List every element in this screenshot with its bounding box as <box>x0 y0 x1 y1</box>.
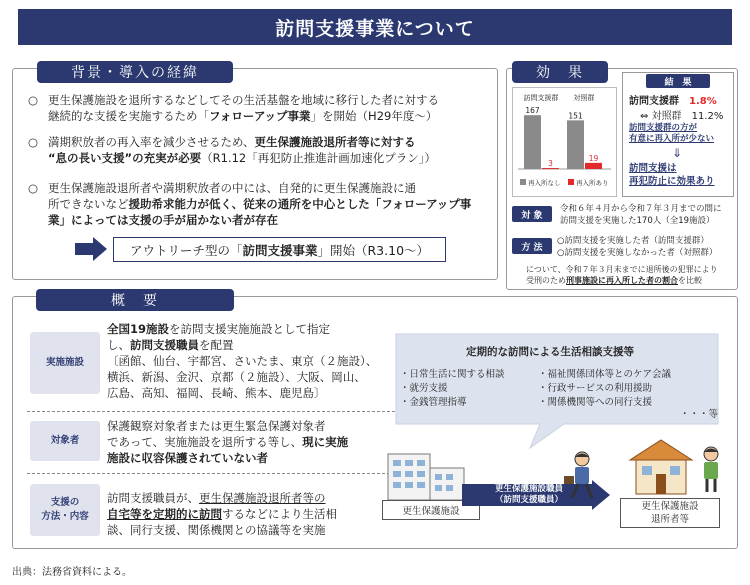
row-divider <box>27 473 395 474</box>
circle-bullet-icon: ○ <box>28 181 39 195</box>
target-label: 対象者 <box>30 421 100 461</box>
bubble-item: ・日常生活に関する相談 <box>400 369 505 380</box>
background-tag: 背景・導入の経緯 <box>37 61 233 83</box>
effect-target-text: 令和６年４月から令和７年３月までの間に 訪問支援を実施した170人（全19施設） <box>560 204 722 226</box>
bubble-etc: ・・・等 <box>680 409 719 420</box>
background-bullet-2: ○ 満期釈放者の再入率を減少させるため、更生保護施設退所者等に対する “息の長い支援”の充実が必要（R1.12「再犯防止推進計画加速化プラン」） <box>28 135 436 165</box>
effect-method-note: について、令和７年３月末までに退所後の犯罪により 受刑のため刑事施設に再入所した者の割合を比較 <box>526 265 718 285</box>
chart-bar <box>524 115 541 169</box>
legend-swatch <box>568 179 574 185</box>
method-tag: 方 法 <box>512 238 552 254</box>
legend-label: 再入所あり <box>576 179 609 187</box>
overview-tag: 概 要 <box>36 289 234 311</box>
down-arrow-icon: ⇓ <box>672 146 683 160</box>
house-icon <box>626 438 696 496</box>
outreach-box: アウトリーチ型の「 訪問支援事業 」開始（R3.10～） <box>113 237 446 262</box>
resident-person-icon <box>694 444 728 494</box>
chart-category-label: 訪問支援群 <box>523 94 559 102</box>
effect-method-text: ○訪問支援を実施した者（訪問支援群） ○訪問支援を実施しなかった者（対照群） <box>557 236 718 258</box>
legend-swatch <box>520 179 526 185</box>
staff-label: 更生保護施設職員 （訪問支援職員） <box>494 484 563 505</box>
home-label: 更生保護施設 退所者等 <box>620 498 720 528</box>
circle-bullet-icon: ○ <box>28 135 39 149</box>
bubble-item: ・福祉関係団体等とのケア会議 <box>538 369 672 380</box>
chart-data-label: 3 <box>548 159 553 169</box>
background-bullet-3: ○ 更生保護施設退所者や満期釈放者の中には、自発的に更生保護施設に通 所できないなど援助希求能力が低く、従来の通所を中心とした「フォローアップ事 業」によっては支援の手が届かない者が存在 <box>28 181 472 227</box>
bubble-item: ・関係機関等への同行支援 <box>538 397 653 408</box>
control-group-result: ⇔ 対照群 11.2% <box>640 111 724 122</box>
chart-bar <box>567 120 584 169</box>
chart-bar <box>585 163 602 169</box>
bubble-item: ・就労支援 <box>400 383 448 394</box>
significance-note: 訪問支援群の方が 有意に再入所が少ない <box>629 123 715 144</box>
support-method-label: 支援の 方法・内容 <box>30 484 100 536</box>
staff-person-icon <box>560 450 600 500</box>
target-tag: 対 象 <box>512 206 552 222</box>
chart-bar <box>542 168 559 169</box>
source-note: 出典：法務省資料による。 <box>12 567 132 578</box>
conclusion-text: 訪問支援は 再犯防止に効果あり <box>629 163 715 187</box>
chart-data-label: 167 <box>525 106 540 116</box>
chart-category-label: 対照群 <box>573 94 595 102</box>
row-divider <box>27 411 395 412</box>
support-method-text: 訪問支援職員が、更生保護施設退所者等の 自宅等を定期的に訪問するなどにより生活相 談、同行支援、関係機関との協議等を実施 <box>107 491 337 537</box>
result-tag: 結 果 <box>646 74 710 88</box>
visit-group-result: 訪問支援群 1.8% <box>629 96 717 107</box>
background-bullet-1: ○ 更生保護施設を退所するなどしてその生活基盤を地域に移行した者に対する 継続的な支援を実施するため「フォローアップ事業」を開始（H29年度～） <box>28 93 439 123</box>
chart-data-label: 151 <box>568 111 583 121</box>
bubble-item: ・行政サービスの利用援助 <box>538 383 653 394</box>
target-text: 保護観察対象者または更生緊急保護対象者 であって、実施施設を退所する等し、現に実施 施設に収容保護されていない者 <box>107 419 349 465</box>
legend-label: 再入所なし <box>528 179 561 187</box>
sites-label: 実施施設 <box>30 332 100 394</box>
recidivism-chart <box>512 87 617 197</box>
bubble-item: ・金銭管理指導 <box>400 397 467 408</box>
page-title: 訪問支援事業について <box>18 9 732 45</box>
bubble-right-list <box>538 368 671 410</box>
chart-data-label: 19 <box>588 153 599 163</box>
circle-bullet-icon: ○ <box>28 93 39 107</box>
effect-tag: 効 果 <box>512 61 608 83</box>
facility-building-icon <box>386 440 466 500</box>
bubble-title: 定期的な訪問による生活相談支援等 <box>466 346 634 358</box>
sites-text: 全国19施設を訪問支援実施施設として指定 し、訪問支援職員を配置 〔函館、仙台、宇都宮、さいたま、東京（２施設）、 横浜、新潟、金沢、京都（２施設）、大阪、岡山、 広島、高知、福岡、長崎、熊本、鹿児島〕 <box>107 322 378 400</box>
right-arrow-icon <box>75 237 107 261</box>
facility-label: 更生保護施設 <box>382 500 480 520</box>
bubble-left-list <box>400 368 505 410</box>
